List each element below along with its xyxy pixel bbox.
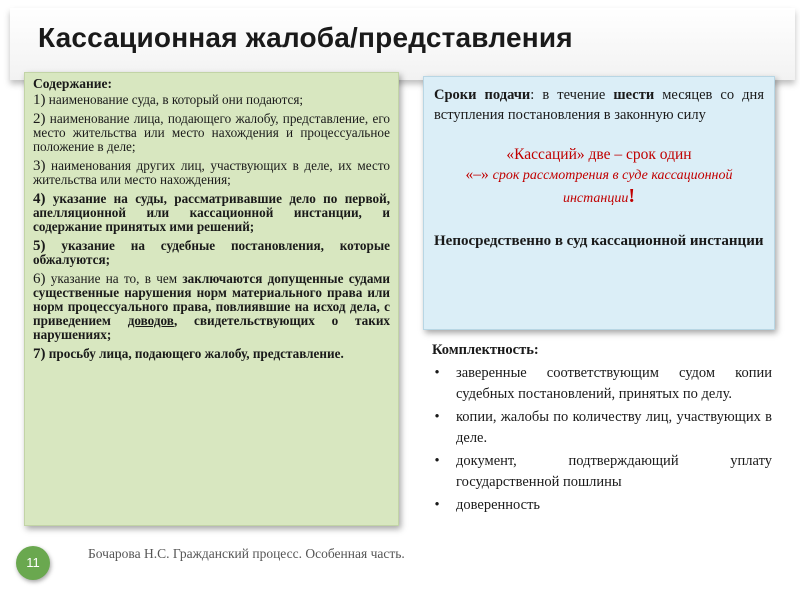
requirement-text: просьбу лица, подающего жалобу, представление. [45,346,344,361]
requirement-number: 3) [33,158,46,174]
requirement-item-3 [33,159,390,187]
requirement-text: указание на судебные постановления, которые обжалуются; [33,238,390,267]
requirement-item-7 [33,347,390,361]
exclamation-mark: ! [628,185,636,207]
bullet-icon: • [434,409,440,425]
deadline-text-b: месяцев со дня вступления постановления в законную силу [434,87,764,123]
list-item-text: заверенные соответствующим судом копии судебных постановлений, принятых по делу. [456,365,772,402]
deadline-six: шести [613,87,655,103]
content-requirements-box [24,72,399,526]
bullet-icon: • [434,365,440,381]
requirement-text: указание на суды, рассматривавшие дело по первой, апелляционной или кассационной инстанции, и содержание принятых ими решений; [33,191,390,234]
slide-title: Кассационная жалоба/представления [38,22,573,53]
requirement-item-2 [33,112,390,154]
slide-number-badge: 11 [16,546,50,580]
list-item [432,451,772,493]
requirement-number: 6) [33,271,46,287]
list-item-text: копии, жалобы по количеству лиц, участвующих в деле. [456,409,772,446]
requirement-text: наименование суда, в который они подаются; [45,92,304,107]
content-heading: Содержание: [33,76,113,91]
footer-text: Бочарова Н.С. Гражданский процесс. Особенная часть. [88,546,405,561]
list-item [432,363,772,405]
requirement-text: наименования других лиц, участвующих в деле, их место жительства или место нахождения; [33,158,390,187]
list-item [432,495,772,516]
bullet-icon: • [434,497,440,513]
requirement-number: 2) [33,111,46,127]
requirement-item-6 [33,272,390,342]
deadline-text-a: : в течение [530,87,614,103]
requirement-text-bold: , свидетельствующих о таких нарушениях; [33,313,391,342]
cassation-review-text: срок рассмотрения в суде кассационной инстанции [492,168,733,206]
requirement-item-5 [33,239,390,267]
completeness-heading: Комплектность: [432,342,539,358]
bullet-icon: • [434,453,440,469]
requirement-item-1 [33,93,390,107]
cassation-note: «Кассаций» две – срок один [506,146,692,163]
completeness-list [432,363,772,516]
cassation-review-dash: «–» [465,166,493,183]
list-item [432,407,772,449]
requirement-number: 7) [33,346,46,362]
requirement-number: 1) [33,92,46,108]
requirement-item-4 [33,192,390,234]
requirement-number: 4) [33,191,46,207]
list-item-text: доверенность [456,497,541,513]
completeness-section [432,340,772,518]
deadline-box [423,76,775,330]
list-item-text: документ, подтверждающий уплату государственной пошлины [456,453,772,490]
requirement-text-underlined: доводов [127,313,174,328]
cassation-review-note [434,165,764,209]
requirement-text: наименование лица, подающего жалобу, представление, его место жительства или место нахождения и процессуальное положение в деле; [33,111,390,154]
requirement-text: указание на то, в чем [45,271,183,286]
requirement-number: 5) [33,238,46,254]
deadline-label: Сроки подачи [434,87,531,103]
direct-filing-note: Непосредственно в суд кассационной инстанции [434,233,764,249]
requirement-text-bold: заключаются допущенные судами существенные нарушения норм материального права или норм процессуального права, повлиявшие на исход дела, с приведением [33,271,390,328]
deadline-text [434,85,764,125]
